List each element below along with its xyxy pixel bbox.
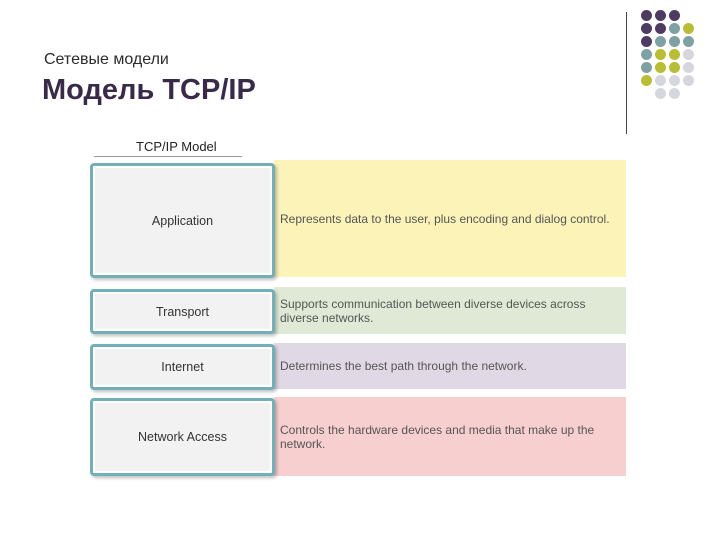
- desc-application-text: Represents data to the user, plus encoding and dialog control.: [280, 211, 610, 226]
- model-heading-rule: [94, 156, 242, 157]
- desc-transport-text: Supports communication between diverse devices across diverse networks.: [280, 296, 586, 325]
- layer-transport: [90, 289, 275, 334]
- decorative-dot: [669, 36, 680, 47]
- decorative-dot: [683, 62, 694, 73]
- decorative-dot: [669, 23, 680, 34]
- decorative-dot: [655, 62, 666, 73]
- decorative-dot: [683, 36, 694, 47]
- decorative-dot: [655, 75, 666, 86]
- desc-internet-text: Determines the best path through the network.: [280, 359, 527, 373]
- decorative-dot: [669, 62, 680, 73]
- decorative-dot: [669, 88, 680, 99]
- layer-network-access-label: Network Access: [138, 430, 227, 444]
- slide-title: Модель TCP/IP: [42, 74, 256, 106]
- decorative-dot: [683, 75, 694, 86]
- decorative-dot: [641, 36, 652, 47]
- decorative-dot: [641, 62, 652, 73]
- desc-application: [274, 160, 626, 277]
- desc-network-access-text: Controls the hardware devices and media that make up the network.: [280, 422, 595, 451]
- layer-network-access: [90, 398, 275, 476]
- decorative-dot: [669, 75, 680, 86]
- decorative-dot: [669, 10, 680, 21]
- model-heading: TCP/IP Model: [136, 139, 217, 154]
- decorative-dot: [655, 88, 666, 99]
- decorative-dot: [655, 23, 666, 34]
- decorative-dot: [655, 10, 666, 21]
- decorative-dot: [669, 49, 680, 60]
- decorative-dot: [683, 49, 694, 60]
- decorative-dot: [655, 49, 666, 60]
- decorative-dot: [641, 75, 652, 86]
- layer-application-label: Application: [151, 213, 214, 228]
- decorative-dot: [641, 10, 652, 21]
- decorative-dot: [683, 23, 694, 34]
- desc-internet: [274, 343, 626, 389]
- slide-subtitle: Сетевые модели: [44, 51, 169, 68]
- header-divider: [626, 12, 627, 134]
- desc-network-access: [274, 397, 626, 476]
- layer-transport-label: Transport: [155, 304, 210, 319]
- desc-transport: [274, 287, 626, 334]
- decorative-dot: [641, 23, 652, 34]
- decorative-dot: [641, 49, 652, 60]
- layer-internet: [90, 344, 275, 390]
- layer-internet-label: Internet: [161, 360, 204, 374]
- layer-application: [90, 163, 275, 278]
- decorative-dot: [655, 36, 666, 47]
